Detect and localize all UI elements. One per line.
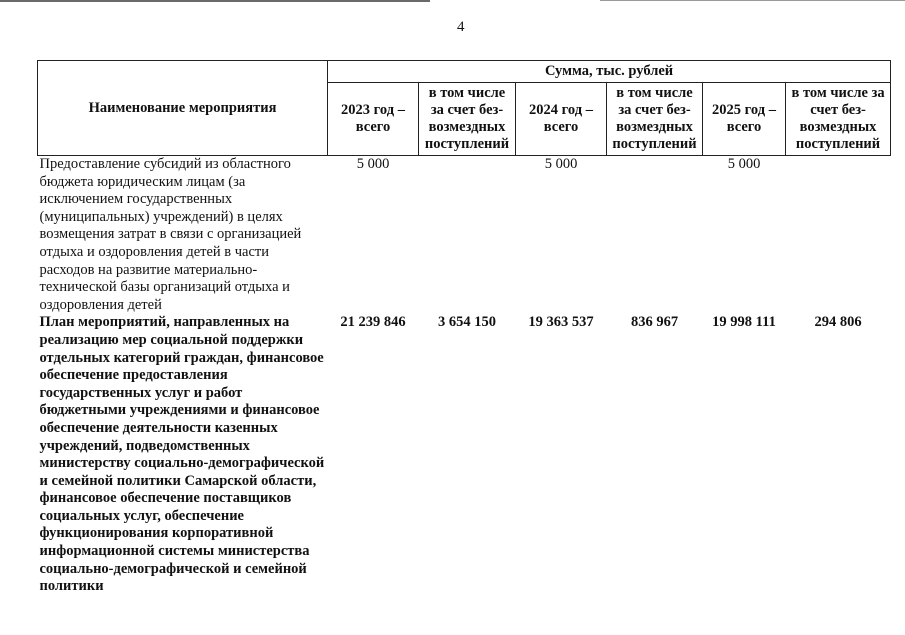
row-value-2023-total: 5 000 [356, 156, 390, 172]
row-value-2024-grants: 836 967 [630, 314, 679, 331]
scan-edge-line-right [600, 0, 905, 1]
row-value-2023-grants [419, 156, 516, 315]
table-row [38, 156, 891, 315]
header-2023-total: 2023 год – всего [328, 82, 419, 155]
header-2024-total: 2024 год – всего [516, 82, 607, 155]
row-value-2025-grants: 294 806 [814, 314, 862, 331]
header-2023-grants: в том числе за счет без-возмездных поступлений [419, 82, 516, 155]
header-2025-total: 2025 год – всего [703, 82, 786, 155]
row-name: План мероприятий, направленных на реализацию мер социальной поддержки отдельных категорий граждан, финансовое обеспечение предоставления государственных услуг и работ бюджетными учреждениями и финансовое обеспечение деятельности казенных учреждений, подведомственных министерству социально-демографической и семейной политики Самарской области, финансовое обеспечение поставщиков социальных услуг, обеспечение функционирования корпоративной информационной системы министерства социально-демографической и семейной политики [39, 314, 325, 595]
budget-table [37, 60, 891, 596]
header-2024-grants: в том числе за счет без-возмездных поступлений [607, 82, 703, 155]
row-value-2024-total: 19 363 537 [528, 314, 594, 331]
row-value-2023-grants: 3 654 150 [438, 314, 496, 331]
row-value-2025-total: 19 998 111 [712, 314, 776, 331]
header-name-column: Наименование мероприятия [38, 61, 328, 156]
table-row [38, 314, 891, 596]
row-value-2025-total: 5 000 [727, 156, 761, 172]
row-value-2023-total: 21 239 846 [340, 314, 406, 331]
row-value-2024-grants [607, 156, 703, 315]
scan-edge-line [0, 0, 430, 2]
header-sum-group: Сумма, тыс. рублей [328, 61, 891, 83]
row-value-2025-grants [786, 156, 891, 315]
row-name: Предоставление субсидий из областного бюджета юридическим лицам (за исключением государственных (муниципальных) учреждений) в целях возмещения затрат в связи с организацией отдыха и оздоровления детей в части расходов на развитие материально-технической базы организаций отдыха и оздоровления детей [39, 156, 302, 313]
page-number: 4 [457, 19, 465, 35]
row-value-2024-total: 5 000 [544, 156, 578, 172]
header-2025-grants: в том числе за счет без-возмездных поступлений [786, 82, 891, 155]
